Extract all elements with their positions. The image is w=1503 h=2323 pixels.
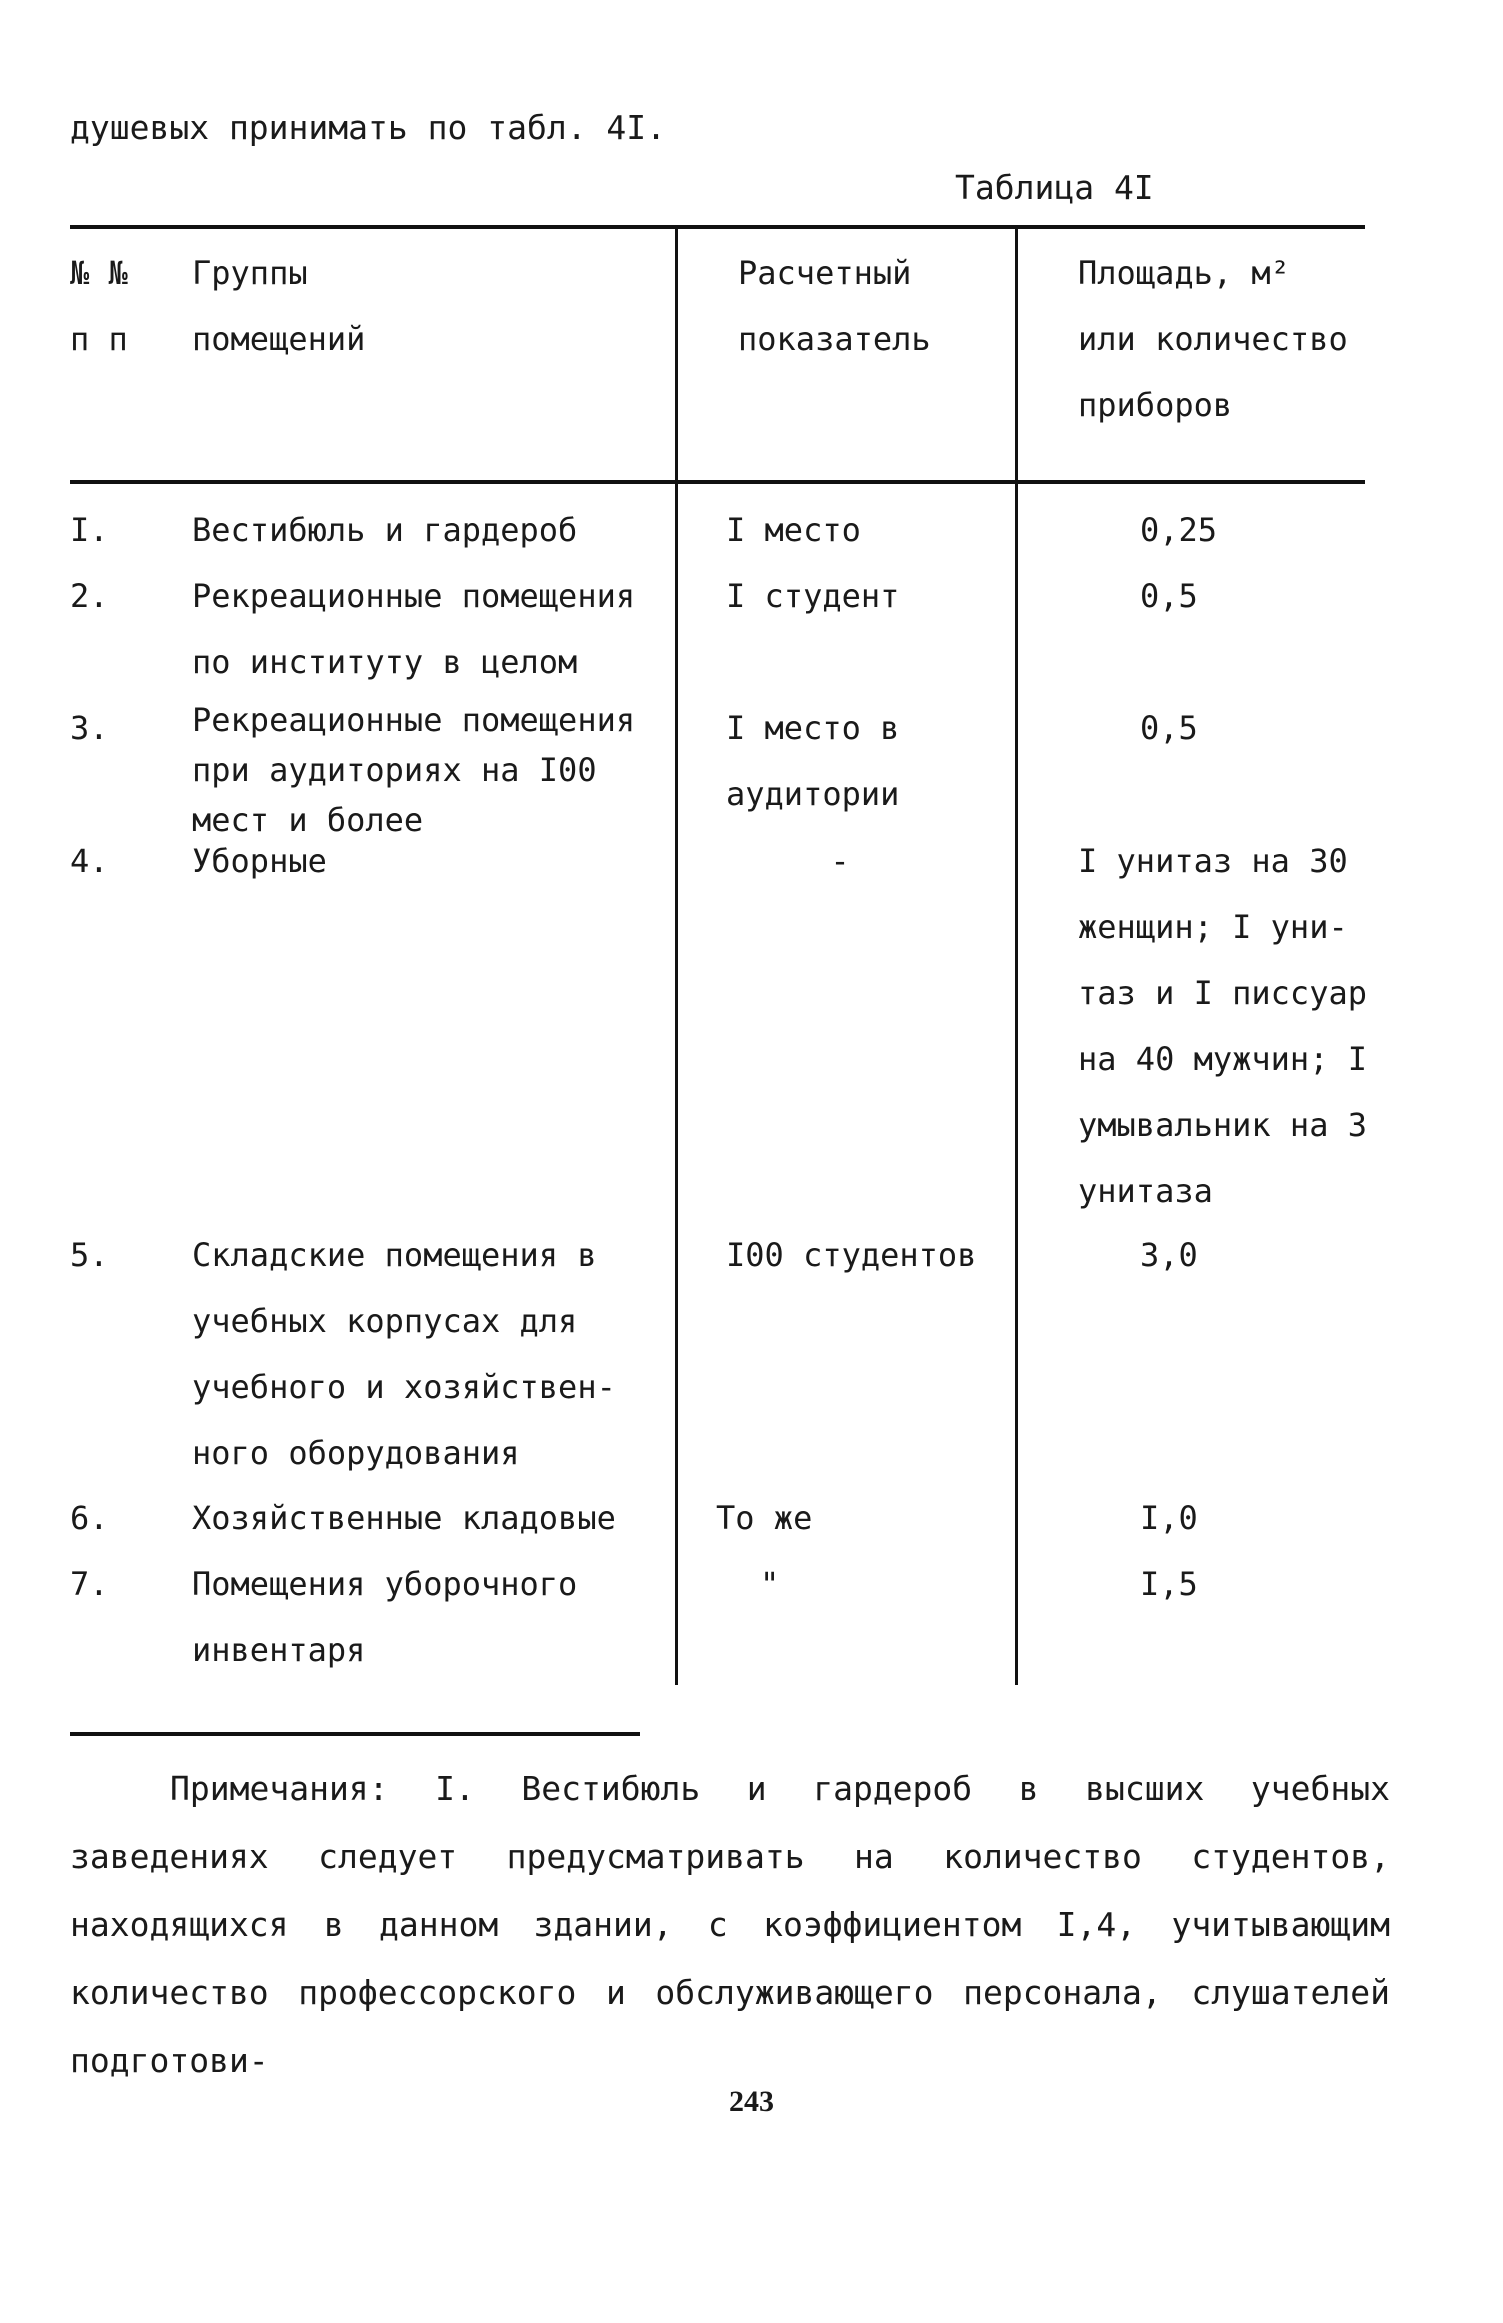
footnote-rule	[70, 1732, 640, 1736]
table-row-4-number: 4.	[70, 842, 109, 880]
table-row-2-number: 2.	[70, 577, 109, 615]
table-row-6-number: 6.	[70, 1499, 109, 1537]
table-row-1-group: Вестибюль и гардероб	[192, 511, 578, 549]
table-row-7-group: Помещения уборочного инвентаря	[192, 1565, 578, 1669]
table-row-7-area: I,5	[1140, 1565, 1198, 1603]
table-column-divider-2	[1015, 225, 1018, 1685]
table-row-5-group: Складские помещения в учебных корпусах для учебного и хозяйствен- ного оборудования	[192, 1236, 616, 1472]
table-row-2-area: 0,5	[1140, 577, 1198, 615]
notes-paragraph: Примечания: I. Вестибюль и гардероб в высших учебных заведениях следует предусматривать на количество студентов, находящихся в данном здании, с коэффициентом I,4, учитывающим количество профессорского и обслуживающего персонала, слушателей подготови-	[70, 1769, 1390, 2080]
table-row-3-number: 3.	[70, 709, 109, 747]
header-number: № № п п	[70, 254, 128, 358]
table-header-rule	[70, 480, 1365, 484]
page-number: 243	[729, 2085, 774, 2118]
table-top-rule	[70, 225, 1365, 229]
table-row-1-number: I.	[70, 511, 109, 549]
table-row-3-calc: I место в аудитории	[726, 709, 900, 813]
table-row-7-calc: "	[760, 1565, 780, 1603]
table-row-6-calc: То же	[716, 1499, 813, 1537]
table-row-4-area: I унитаз на 30 женщин; I уни- таз и I писсуар на 40 мужчин; I умывальник на 3 унитаза	[1078, 842, 1367, 1210]
table-row-5-calc: I00 студентов	[726, 1236, 977, 1274]
table-row-7-number: 7.	[70, 1565, 109, 1603]
header-calculation-index: Расчетный показатель	[738, 254, 931, 358]
table-row-2-calc: I студент	[726, 577, 900, 615]
table-row-5-area: 3,0	[1140, 1236, 1198, 1274]
header-area-or-fixtures: Площадь, м² или количество приборов	[1078, 254, 1348, 424]
table-row-2-group: Рекреационные помещения по институту в целом	[192, 577, 636, 681]
table-row-6-group: Хозяйственные кладовые	[192, 1499, 616, 1537]
table-row-6-area: I,0	[1140, 1499, 1198, 1537]
table-row-3-area: 0,5	[1140, 709, 1198, 747]
table-row-4-group: Уборные	[192, 842, 327, 880]
table-row-3-group: Рекреационные помещения при аудиториях на I00 мест и более	[192, 701, 636, 839]
table-caption: Таблица 4I	[955, 168, 1154, 207]
header-room-groups: Группы помещений	[192, 254, 366, 358]
table-row-1-calc: I место	[726, 511, 861, 549]
intro-text: душевых принимать по табл. 4I.	[70, 108, 667, 147]
table-row-5-number: 5.	[70, 1236, 109, 1274]
table-row-4-calc: -	[830, 842, 850, 880]
table-column-divider-1	[675, 225, 678, 1685]
table-row-1-area: 0,25	[1140, 511, 1218, 549]
